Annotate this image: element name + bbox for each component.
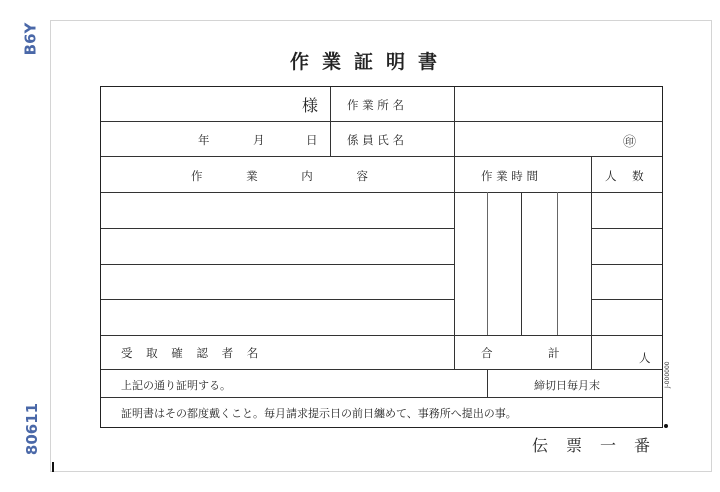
person-unit-label: 人 [639,351,651,365]
publisher-name: 伝票一番 [532,436,669,455]
certificate-table [100,86,663,428]
submission-note: 証明書はその都度戴くこと。毎月請求提示日の前日纏めて、事務所へ提出の事。 [121,407,517,420]
form-code-bottom: 80611 [23,402,42,456]
work-place-label: 作 業 所 名 [347,98,404,112]
staff-name-field[interactable] [455,122,662,156]
sama-label: 様 [302,96,319,115]
form-title: 作業証明書 [290,51,451,73]
work-content-row-4[interactable] [101,300,454,335]
staff-name-label: 係 員 氏 名 [347,133,404,147]
work-time-header: 作 業 時 間 [481,169,538,183]
receipt-confirmer-label: 受 取 確 認 者 名 [121,346,264,360]
registration-mark [52,462,54,472]
month-label: 月 [253,133,265,147]
certify-text: 上記の通り証明する。 [121,379,231,392]
day-label: 日 [306,133,318,147]
serial-number: J-000000 [664,361,671,388]
total-label: 合 計 [481,346,582,360]
year-label: 年 [198,133,210,147]
work-content-row-1[interactable] [101,193,454,228]
headcount-header: 人 数 [605,169,650,183]
work-content-row-2[interactable] [101,229,454,264]
work-place-field[interactable] [455,87,662,121]
form-code-top: B6Y [21,22,40,56]
work-content-header: 作 業 内 容 [191,169,388,183]
seal-mark: ㊞ [623,135,637,150]
closing-date-text: 締切日毎月末 [534,379,600,392]
work-content-row-3[interactable] [101,265,454,299]
registration-dot [664,424,668,428]
